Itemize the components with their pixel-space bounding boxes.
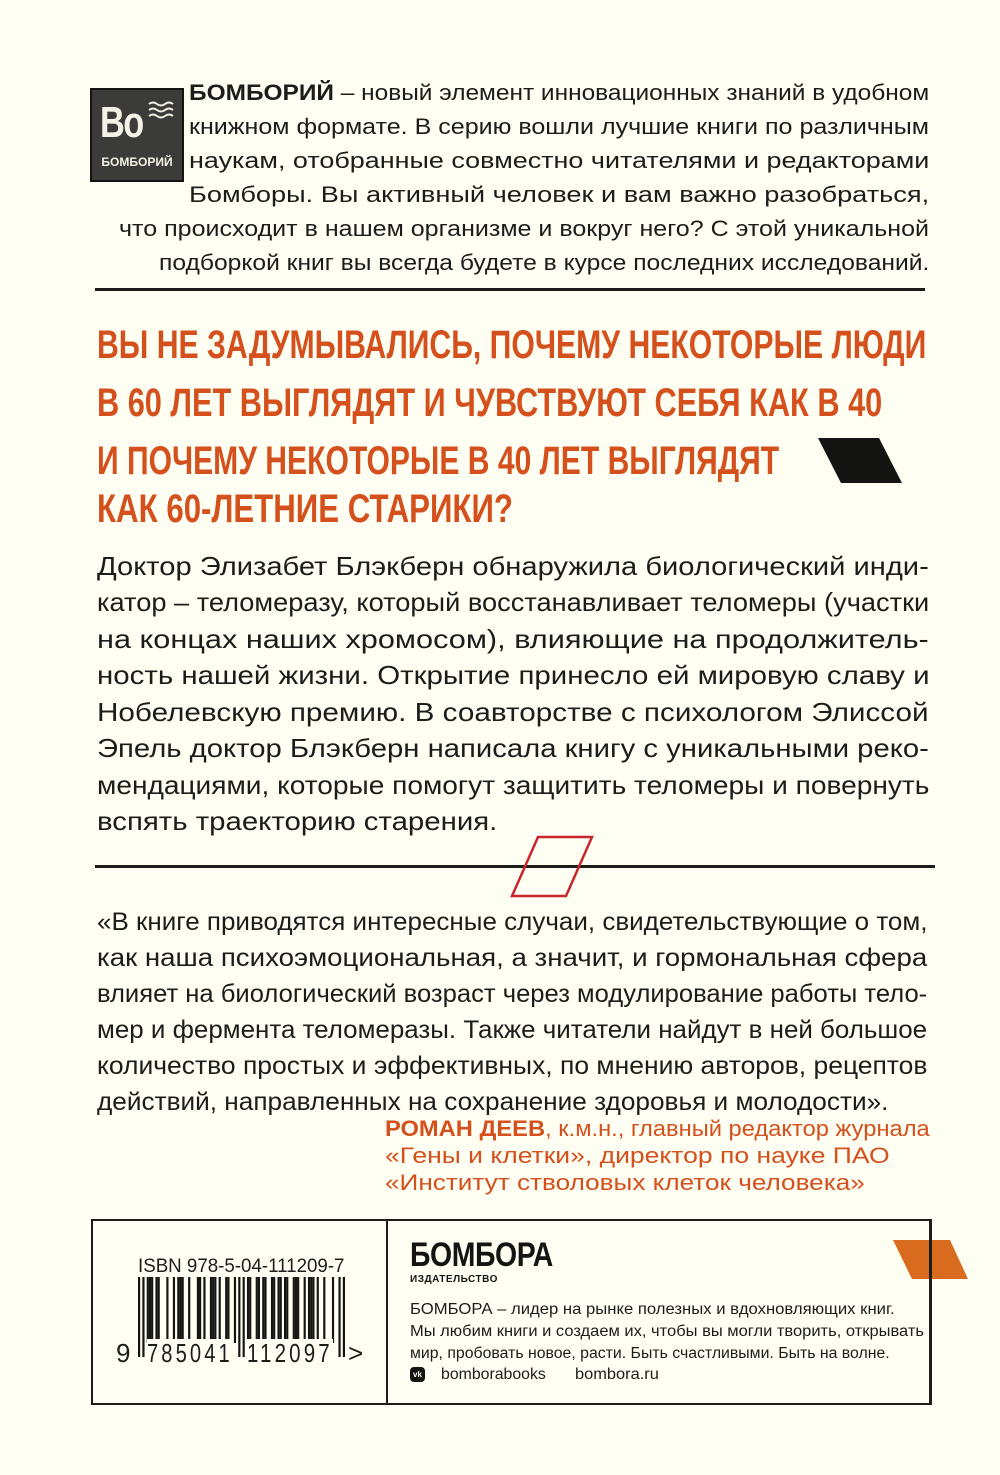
imprint-box-right-edge (929, 1219, 932, 1405)
quote-line: количество простых и эффективных, по мнению авторов, рецептов (97, 1052, 928, 1080)
description-line: вспять траекторию старения. (97, 806, 498, 836)
headline-line: И ПОЧЕМУ НЕКОТОРЫЕ В 40 ЛЕТ ВЫГЛЯДЯТ (97, 439, 780, 483)
logo-name: БОМБОРИЙ (101, 155, 173, 169)
divider (95, 288, 925, 291)
headline-line: ВЫ НЕ ЗАДУМЫВАЛИСЬ, ПОЧЕМУ НЕКОТОРЫЕ ЛЮДИ (97, 323, 927, 367)
description-line: Эпель доктор Блэкберн написала книгу с уникальными реко- (97, 733, 929, 763)
quote-line: влияет на биологический возраст через модулирование работы тело- (97, 980, 928, 1008)
barcode-first-digit: 9 (116, 1338, 135, 1368)
description-line: мендациями, которые помогут защитить теломеры и повернуть (97, 770, 930, 800)
intro-line: книжном формате. В серию вошли лучшие книги по различным (189, 114, 929, 139)
description-line: Доктор Элизабет Блэкберн обнаружила биологический инди- (97, 551, 929, 581)
publisher-logo: БОМБОРА (410, 1236, 553, 1274)
headline-line: В 60 ЛЕТ ВЫГЛЯДЯТ И ЧУВСТВУЮТ СЕБЯ КАК В 40 (97, 381, 883, 425)
barcode-quiet-mark: > (348, 1338, 368, 1368)
red-parallelogram-outline-shape (505, 832, 600, 902)
isbn-label: ISBN 978-5-04-111209-7 (138, 1256, 345, 1277)
attribution-line: «Гены и клетки», директор по науке ПАО (385, 1143, 890, 1168)
barcode-right-digits: 112097 (247, 1338, 333, 1368)
publisher-text-line: БОМБОРА – лидер на рынке полезных и вдохновляющих книг. (410, 1301, 895, 1318)
vk-icon[interactable]: vk (410, 1367, 425, 1382)
barcode-left-digits: 785041 (147, 1338, 233, 1368)
publisher-subtitle: ИЗДАТЕЛЬСТВО (410, 1274, 498, 1285)
description-line: катор – теломеразу, который восстанавливает теломеры (участки (97, 587, 930, 617)
author-name: РОМАН ДЕЕВ (385, 1116, 546, 1141)
quote-line: как наша психоэмоциональная, а значит, и гормональная сфера (97, 944, 928, 972)
publisher-text-line: Мы любим книги и создаем их, чтобы вы могли творить, открывать (410, 1323, 925, 1340)
black-parallelogram-shape (815, 435, 905, 487)
description-line: на концах наших хромосом), влияющие на продолжитель- (97, 624, 929, 654)
intro-line: наукам, отобранные совместно читателями и редакторами (189, 148, 930, 173)
attribution-line: РОМАН ДЕЕВ, к.м.н., главный редактор журнала (385, 1116, 930, 1141)
intro-brand: БОМБОРИЙ (189, 80, 334, 105)
quote-line: «В книге приводятся интересные случаи, свидетельствующие о том, (97, 908, 928, 936)
series-logo (90, 88, 184, 182)
imprint-box-divider (386, 1219, 388, 1405)
headline-line: КАК 60-ЛЕТНИЕ СТАРИКИ? (97, 487, 513, 531)
intro-line: БОМБОРИЙ – новый элемент инновационных знаний в удобном (189, 80, 930, 105)
logo-mark: Bo (100, 98, 143, 147)
quote-line: мер и фермента теломеразы. Также читатели найдут в ней большое (97, 1016, 928, 1044)
description-line: ность нашей жизни. Открытие принесло ей мировую славу и (97, 660, 930, 690)
attribution-line: «Институт стволовых клеток человека» (385, 1170, 865, 1195)
waves-icon (148, 100, 176, 120)
description-line: Нобелевскую премию. В соавторстве с психологом Элиссой (97, 697, 929, 727)
publisher-text-line: мир, пробовать новое, расти. Быть счастливыми. Быть на волне. (410, 1345, 890, 1362)
vk-handle-link[interactable]: bomborabooks (441, 1366, 546, 1383)
intro-line: Бомборы. Вы активный человек и вам важно разобраться, (189, 182, 930, 207)
quote-line: действий, направленных на сохранение здоровья и молодости». (97, 1088, 889, 1116)
intro-line: подборкой книг вы всегда будете в курсе последних исследований. (159, 250, 930, 275)
intro-line: что происходит в нашем организме и вокруг него? С этой уникальной (119, 216, 929, 241)
website-link[interactable]: bombora.ru (575, 1366, 659, 1383)
